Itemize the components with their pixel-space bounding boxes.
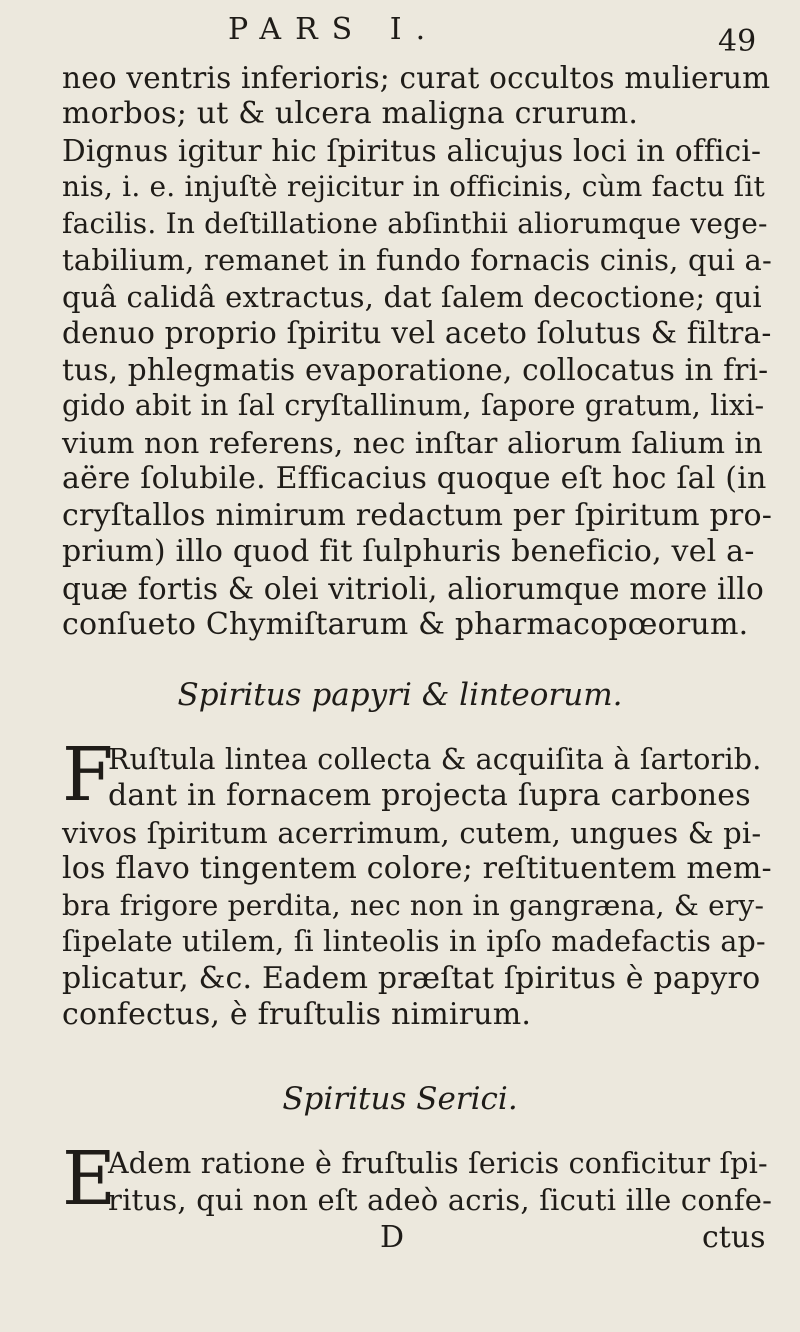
- page-number: 49: [718, 24, 757, 59]
- text-line: dant in fornacem projecta ſupra carbones: [108, 778, 751, 813]
- text-line: Adem ratione è fruſtulis ſericis conficitur ſpi-: [108, 1147, 768, 1180]
- text-line: Ruſtula lintea collecta & acquiſita à ſartorib.: [108, 743, 762, 776]
- text-line: Dignus igitur hic ſpiritus alicujus loci in offici-: [62, 134, 762, 168]
- signature-mark: D: [380, 1220, 405, 1255]
- text-line: ſipelate utilem, ſi linteolis in ipſo madefactis ap-: [62, 925, 766, 958]
- catchword: ctus: [702, 1220, 766, 1255]
- section-heading: Spiritus Serici.: [282, 1081, 518, 1117]
- text-line: prium) illo quod fit ſulphuris beneficio, vel a-: [62, 534, 755, 569]
- text-line: denuo proprio ſpiritu vel aceto ſolutus & filtra-: [62, 316, 772, 350]
- section-heading: Spiritus papyri & linteorum.: [177, 677, 623, 713]
- text-line: quâ calidâ extractus, dat ſalem decoctione; qui: [62, 280, 762, 314]
- text-line: facilis. In deſtillatione abſinthii aliorumque vege-: [62, 207, 768, 240]
- text-line: los flavo tingentem colore; reſtituentem mem-: [62, 851, 772, 886]
- text-line: nis, i. e. injuſtè rejicitur in officinis, cùm factu ſit: [62, 170, 765, 203]
- text-line: neo ventris inferioris; curat occultos mulierum: [62, 61, 771, 95]
- drop-cap: E: [62, 1136, 117, 1222]
- text-line: plicatur, &c. Eadem præſtat ſpiritus è papyro: [62, 961, 761, 996]
- text-line: confectus, è fruſtulis nimirum.: [62, 997, 532, 1032]
- text-line: bra frigore perdita, nec non in gangræna, & ery-: [62, 889, 765, 922]
- text-line: morbos; ut & ulcera maligna crurum.: [62, 96, 639, 131]
- text-line: vivos ſpiritum acerrimum, cutem, ungues & pi-: [62, 816, 762, 850]
- page-header: [0, 10, 800, 60]
- text-line: ritus, qui non eſt adeò acris, ſicuti ille confe-: [108, 1183, 773, 1217]
- drop-cap: F: [62, 732, 114, 818]
- text-line: tabilium, remanet in fundo fornacis cinis, qui a-: [62, 243, 773, 277]
- text-line: tus, phlegmatis evaporatione, collocatus in fri-: [62, 353, 769, 387]
- text-line: cryſtallos nimirum redactum per ſpiritum pro-: [62, 498, 773, 533]
- text-line: conſueto Chymiſtarum & pharmacopœorum.: [62, 607, 749, 642]
- text-line: gido abit in ſal cryſtallinum, ſapore gratum, lixi-: [62, 389, 765, 422]
- running-head: PARS I.: [228, 12, 440, 47]
- text-line: quæ fortis & olei vitrioli, aliorumque more illo: [62, 572, 764, 606]
- text-line: vium non referens, nec inſtar aliorum ſalium in: [62, 426, 763, 460]
- text-line: aëre ſolubile. Efficacius quoque eſt hoc ſal (in: [62, 461, 767, 496]
